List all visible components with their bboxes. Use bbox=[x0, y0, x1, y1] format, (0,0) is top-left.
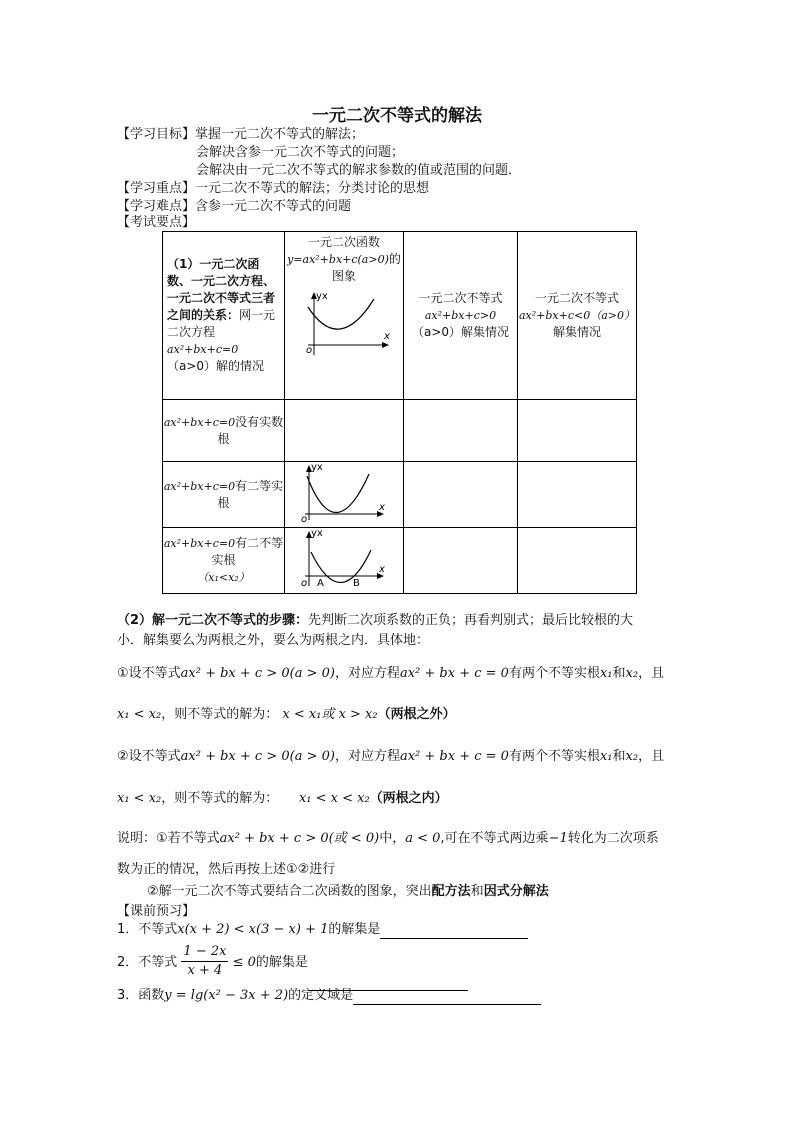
case2-order: x₁ < x₂ bbox=[117, 791, 162, 806]
case1-inequality: ax² + bx + c > 0(a > 0) bbox=[180, 666, 335, 681]
q2-denominator: x + 4 bbox=[187, 963, 223, 978]
row-no-root-text: 没有实数根 bbox=[217, 414, 284, 446]
header-graph-title: 一元二次函数 bbox=[307, 235, 380, 249]
q1-inequality: x(x + 2) < x(3 − x) + 1 bbox=[177, 922, 329, 937]
origin-label: o bbox=[301, 578, 308, 588]
axis-label-x: x bbox=[379, 502, 385, 513]
header-cell-less bbox=[518, 232, 637, 400]
note-line-2: 数为正的情况，然后再按上述①②进行 bbox=[117, 862, 336, 877]
row-two-roots-label bbox=[163, 528, 285, 594]
q3-function: y = lg(x² − 3x + 2) bbox=[164, 988, 289, 1003]
header-relation-cond: （a>0）解的情况 bbox=[167, 359, 265, 373]
case1-and: 和 bbox=[612, 666, 626, 681]
q2-relation: ≤ 0 bbox=[232, 955, 256, 970]
header-cell-greater bbox=[404, 232, 518, 400]
case1-solution-label: ，则不等式的解为： bbox=[161, 707, 279, 722]
row-two-roots-greater bbox=[404, 528, 518, 594]
graph-no-root bbox=[294, 285, 394, 365]
q2-numerator: 1 − 2x bbox=[181, 943, 228, 962]
q1-answer-blank[interactable] bbox=[380, 924, 528, 939]
exam-label: 【考试要点】 bbox=[117, 215, 196, 230]
case2-equation: ax² + bx + c = 0 bbox=[399, 749, 509, 764]
q3-tail: 的定义域是 bbox=[288, 988, 354, 1003]
relation-table bbox=[162, 231, 637, 594]
goal-item-1: 掌握一元二次不等式的解法； bbox=[195, 127, 365, 142]
note-tail: ,可在不等式两边乘 bbox=[440, 831, 549, 846]
note-inequality: ax² + bx + c > 0(或 < 0) bbox=[219, 831, 380, 846]
note-condition: a < 0 bbox=[405, 831, 441, 846]
q3-number: 3．函数 bbox=[117, 988, 165, 1003]
goals-label: 【学习目标】 bbox=[117, 127, 196, 142]
row-double-root-label bbox=[163, 462, 285, 528]
case1-tag: （两根之外） bbox=[377, 707, 456, 722]
note-tail-2: 转化为二次项系 bbox=[567, 831, 659, 846]
steps-line-1 bbox=[117, 612, 633, 630]
goal-item-3: 会解决由一元二次不等式的解求参数的值或范围的问题． bbox=[196, 163, 522, 178]
note-line-3-and: 和 bbox=[470, 884, 484, 899]
header-relation-math: ax²+bx+c=0 bbox=[167, 343, 239, 356]
root-a-label: A bbox=[317, 578, 324, 588]
q2-tail: 的解集是 bbox=[255, 955, 308, 970]
graph-two-roots bbox=[285, 528, 385, 588]
page-title: 一元二次不等式的解法 bbox=[312, 106, 482, 126]
case1-solution: x < x₁或 x > x₂ bbox=[282, 707, 378, 722]
row-two-roots-graph bbox=[285, 528, 404, 594]
case1-root1: x₁ bbox=[599, 666, 613, 681]
origin-label: o bbox=[306, 345, 313, 356]
header-relation-bold: （1）一元二次函数、一元二次方程、一元二次不等式三者之间的关系： bbox=[167, 257, 276, 322]
case1-solution-line bbox=[117, 706, 456, 724]
case2-solution: x₁ < x < x₂ bbox=[298, 791, 370, 806]
header-greater-title: 一元二次不等式 bbox=[418, 291, 503, 305]
row-two-roots-cond: （x₁<x₂） bbox=[197, 571, 250, 584]
preview-label: 【课前预习】 bbox=[117, 904, 196, 919]
row-no-root-label bbox=[163, 400, 285, 462]
case2-eq-label: ，对应方程 bbox=[334, 749, 400, 764]
preview-q1 bbox=[117, 921, 528, 939]
row-two-roots-less bbox=[518, 528, 637, 594]
focus-text: 一元二次不等式的解法；分类讨论的思想 bbox=[195, 181, 430, 196]
row-no-root-math: ax²+bx+c=0 bbox=[163, 415, 236, 429]
header-relation-text: 网一元二次方程 bbox=[167, 308, 276, 339]
focus-section bbox=[117, 180, 429, 198]
case1-order: x₁ < x₂ bbox=[117, 707, 162, 722]
header-graph-math: y=ax²+bx+c(a>0) bbox=[287, 253, 389, 266]
note-line-1 bbox=[117, 830, 659, 848]
case2-solution-line bbox=[117, 790, 448, 808]
goals-section bbox=[117, 126, 364, 144]
note-mid: 中， bbox=[379, 831, 406, 846]
table-row bbox=[163, 462, 637, 528]
table-row bbox=[163, 400, 637, 462]
case1-and-tail: ，且 bbox=[638, 666, 665, 681]
case1-root2: x₂ bbox=[625, 666, 639, 681]
axis-label-y: yx bbox=[311, 528, 323, 539]
case1-intro: ①设不等式 bbox=[117, 666, 181, 681]
header-less-tail: 解集情况 bbox=[552, 325, 601, 339]
table-row bbox=[163, 528, 637, 594]
steps-bold: （2）解一元二次不等式的步骤： bbox=[117, 613, 309, 628]
q2-number: 2．不等式 bbox=[117, 955, 178, 970]
root-b-label: B bbox=[353, 578, 360, 588]
header-greater-math: ax²+bx+c>0 bbox=[424, 309, 497, 322]
header-less-math: ax²+bx+c<0（a>0） bbox=[519, 309, 635, 322]
difficulty-label: 【学习难点】 bbox=[117, 199, 196, 214]
header-cell-graph bbox=[285, 232, 404, 400]
case2-and-tail: ，且 bbox=[638, 749, 665, 764]
row-two-roots-text: 有二不等实根 bbox=[211, 536, 284, 567]
row-no-root-graph bbox=[285, 400, 404, 462]
graph-double-root bbox=[285, 462, 385, 522]
note-method-1: 配方法 bbox=[431, 884, 471, 899]
case1-line bbox=[117, 665, 664, 683]
case1-equation: ax² + bx + c = 0 bbox=[399, 666, 509, 681]
case2-roots-text: 有两个不等实根 bbox=[508, 749, 600, 764]
case1-roots-text: 有两个不等实根 bbox=[508, 666, 600, 681]
focus-label: 【学习重点】 bbox=[117, 181, 196, 196]
q3-answer-blank[interactable] bbox=[353, 990, 541, 1005]
row-double-root-greater bbox=[404, 462, 518, 528]
difficulty-text: 含参一元二次不等式的问题 bbox=[195, 199, 352, 214]
row-double-root-math: ax²+bx+c=0 bbox=[163, 479, 236, 493]
note-line-3 bbox=[147, 883, 549, 901]
axis-label-y: yx bbox=[316, 291, 328, 302]
case2-root1: x₁ bbox=[599, 749, 613, 764]
header-cell-relation bbox=[163, 232, 285, 400]
q1-tail: 的解集是 bbox=[328, 922, 381, 937]
case2-tag: （两根之内） bbox=[369, 791, 448, 806]
row-double-root-less bbox=[518, 462, 637, 528]
header-graph-tail: 的图象 bbox=[331, 252, 401, 283]
case2-and: 和 bbox=[612, 749, 626, 764]
row-two-roots-math: ax²+bx+c=0 bbox=[163, 537, 236, 550]
row-double-root-text: 有二等实根 bbox=[217, 478, 284, 510]
case2-solution-label: ，则不等式的解为： bbox=[161, 791, 279, 806]
table-header-row bbox=[163, 232, 637, 400]
goal-item-2: 会解决含参一元二次不等式的问题； bbox=[196, 145, 405, 160]
axis-label-y: yx bbox=[311, 462, 323, 473]
note-line-3-text: ②解一元二次不等式要结合二次函数的图象，突出 bbox=[147, 884, 432, 899]
axis-label-x: x bbox=[379, 564, 385, 575]
axis-label-x: x bbox=[384, 331, 390, 342]
case2-root2: x₂ bbox=[625, 749, 639, 764]
row-no-root-greater bbox=[404, 400, 518, 462]
note-neg-one: −1 bbox=[548, 831, 568, 846]
preview-q3 bbox=[117, 987, 541, 1005]
case2-intro: ②设不等式 bbox=[117, 749, 181, 764]
q1-number: 1．不等式 bbox=[117, 922, 178, 937]
note-label: 说明：①若不等式 bbox=[117, 831, 220, 846]
row-double-root-graph bbox=[285, 462, 404, 528]
origin-label: o bbox=[301, 514, 308, 522]
note-method-2: 因式分解法 bbox=[483, 884, 549, 899]
header-less-title: 一元二次不等式 bbox=[534, 291, 619, 305]
case2-line bbox=[117, 748, 664, 766]
header-greater-tail: （a>0）解集情况 bbox=[411, 325, 510, 339]
case1-eq-label: ，对应方程 bbox=[334, 666, 400, 681]
row-no-root-less bbox=[518, 400, 637, 462]
case2-inequality: ax² + bx + c > 0(a > 0) bbox=[180, 749, 335, 764]
preview-q2 bbox=[117, 943, 468, 980]
steps-text-2: 小．解集要么为两根之外，要么为两根之内．具体地： bbox=[117, 633, 430, 648]
q2-fraction bbox=[181, 943, 228, 980]
steps-text-1: 先判断二次项系数的正负；再看判别式；最后比较根的大 bbox=[308, 613, 634, 628]
